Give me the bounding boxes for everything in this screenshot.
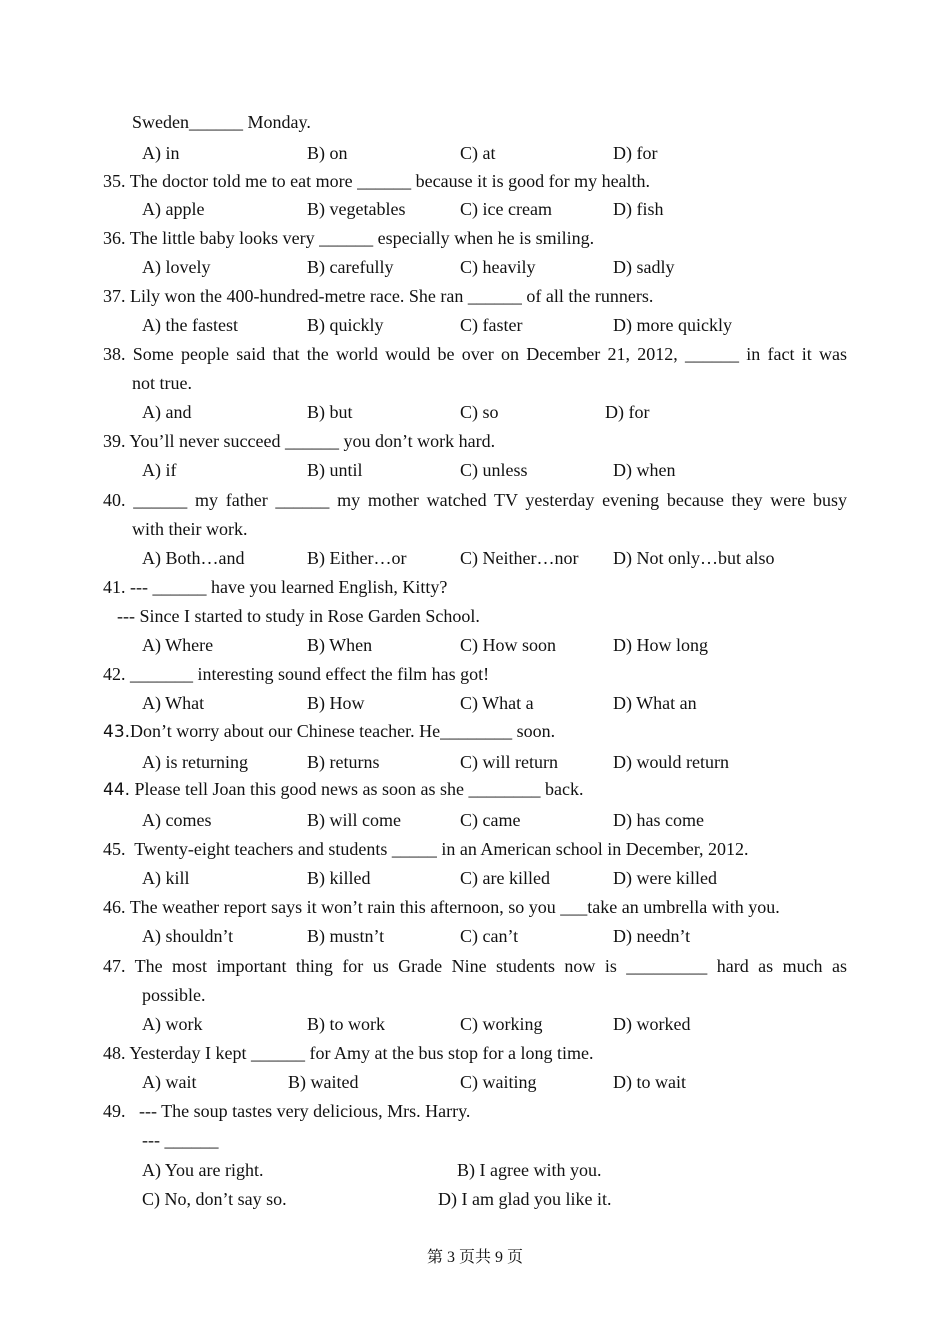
- option-d: D) for: [605, 402, 650, 422]
- option-b: B) I agree with you.: [457, 1160, 602, 1180]
- option-a: A) is returning: [142, 752, 248, 772]
- option-c: C) unless: [460, 460, 528, 480]
- question-stem: _______ interesting sound effect the film has got!: [130, 664, 490, 684]
- option-c: C) will return: [460, 752, 558, 772]
- question-number: 41.: [103, 577, 126, 597]
- option-c: C) What a: [460, 693, 534, 713]
- question-stem-continued: not true.: [132, 373, 192, 393]
- question-number: 45.: [103, 839, 126, 859]
- question-41: [103, 576, 447, 598]
- question-stem: The doctor told me to eat more ______ because it is good for my health.: [129, 171, 651, 191]
- option-d: D) sadly: [613, 257, 675, 277]
- option-c: C) came: [460, 810, 521, 830]
- question-number: 47.: [103, 956, 126, 976]
- option-d: D) has come: [613, 810, 704, 830]
- option-b: B) killed: [307, 868, 371, 888]
- question-number: 46.: [103, 897, 126, 917]
- option-a: A) in: [142, 143, 180, 163]
- option-c: C) working: [460, 1014, 543, 1034]
- option-b: B) but: [307, 402, 353, 422]
- option-a: A) lovely: [142, 257, 211, 277]
- option-c: C) ice cream: [460, 199, 552, 219]
- option-a: A) Where: [142, 635, 214, 655]
- question-47: [103, 955, 847, 977]
- question-stem: Lily won the 400-hundred-metre race. She ran ______ of all the runners.: [130, 286, 654, 306]
- option-a: A) What: [142, 693, 205, 713]
- option-a: A) Both…and: [142, 548, 245, 568]
- option-b: B) When: [307, 635, 373, 655]
- question-49: [103, 1100, 470, 1122]
- question-number: 37.: [103, 286, 126, 306]
- question-number: 36.: [103, 228, 126, 248]
- option-d: D) were killed: [613, 868, 717, 888]
- option-a: A) if: [142, 460, 177, 480]
- option-b: B) on: [307, 143, 348, 163]
- question-stem: ______ my father ______ my mother watched TV yesterday evening because they were busy: [133, 490, 847, 510]
- question-stem-continued: possible.: [142, 985, 206, 1005]
- option-d: D) to wait: [613, 1072, 686, 1092]
- option-d: D) needn’t: [613, 926, 691, 946]
- question-stem: Don’t worry about our Chinese teacher. He________ soon.: [130, 721, 556, 741]
- question-stem: Some people said that the world would be over on December 21, 2012, ______ in fact it was: [132, 344, 847, 364]
- question-stem: You’ll never succeed ______ you don’t work hard.: [129, 431, 496, 451]
- option-a: A) the fastest: [142, 315, 238, 335]
- question-stem: The little baby looks very ______ especially when he is smiling.: [129, 228, 595, 248]
- option-a: A) comes: [142, 810, 212, 830]
- question-38: [103, 343, 847, 365]
- option-d: D) I am glad you like it.: [438, 1189, 612, 1209]
- option-c: C) so: [460, 402, 499, 422]
- question-number: 48.: [103, 1043, 126, 1063]
- option-d: D) How long: [613, 635, 708, 655]
- option-d: D) would return: [613, 752, 729, 772]
- option-c: C) Neither…nor: [460, 548, 579, 568]
- option-d: D) fish: [613, 199, 664, 219]
- option-a: A) kill: [142, 868, 190, 888]
- option-b: B) vegetables: [307, 199, 406, 219]
- question-number: 43.: [103, 722, 131, 742]
- option-b: B) until: [307, 460, 363, 480]
- option-d: D) when: [613, 460, 676, 480]
- question-40: [103, 489, 847, 511]
- question-number: 38.: [103, 344, 126, 364]
- question-37: [103, 285, 653, 307]
- option-c: C) faster: [460, 315, 523, 335]
- option-d: D) Not only…but also: [613, 548, 775, 568]
- option-d: D) more quickly: [613, 315, 732, 335]
- option-a: A) shouldn’t: [142, 926, 234, 946]
- option-b: B) carefully: [307, 257, 394, 277]
- option-c: C) are killed: [460, 868, 550, 888]
- question-stem-continued: --- Since I started to study in Rose Garden School.: [117, 606, 480, 626]
- question-stem: Please tell Joan this good news as soon as she ________ back.: [134, 779, 584, 799]
- question-number: 35.: [103, 171, 126, 191]
- question-number: 42.: [103, 664, 126, 684]
- question-43: [103, 720, 555, 743]
- question-48: [103, 1042, 593, 1064]
- question-35: [103, 170, 650, 192]
- option-d: D) worked: [613, 1014, 691, 1034]
- option-c: C) No, don’t say so.: [142, 1189, 287, 1209]
- question-stem: The most important thing for us Grade Nine students now is _________ hard as much as: [134, 956, 847, 976]
- option-c: C) can’t: [460, 926, 519, 946]
- option-b: B) waited: [288, 1072, 359, 1092]
- option-a: A) apple: [142, 199, 205, 219]
- option-a: A) wait: [142, 1072, 197, 1092]
- option-c: C) at: [460, 143, 496, 163]
- option-c: C) waiting: [460, 1072, 537, 1092]
- question-stem-continued: with their work.: [132, 519, 248, 539]
- question-stem: --- ______ have you learned English, Kitty?: [130, 577, 448, 597]
- question-number: 49.: [103, 1101, 126, 1121]
- question-44: [103, 778, 583, 801]
- question-36: [103, 227, 594, 249]
- question-stem: The weather report says it won’t rain this afternoon, so you ___take an umbrella with you.: [129, 897, 780, 917]
- option-a: A) work: [142, 1014, 203, 1034]
- question-42: [103, 663, 489, 685]
- option-b: B) How: [307, 693, 365, 713]
- option-b: B) mustn’t: [307, 926, 385, 946]
- option-d: D) What an: [613, 693, 697, 713]
- question-stem: --- The soup tastes very delicious, Mrs. Harry.: [139, 1101, 471, 1121]
- question-stem-continued: --- ______: [142, 1130, 219, 1150]
- option-a: A) and: [142, 402, 192, 422]
- question-number: 44.: [103, 780, 131, 800]
- option-b: B) returns: [307, 752, 380, 772]
- option-c: C) How soon: [460, 635, 557, 655]
- option-b: B) Either…or: [307, 548, 407, 568]
- question-45: [103, 838, 749, 860]
- question-39: [103, 430, 495, 452]
- question-number: 40.: [103, 490, 126, 510]
- page-footer: 第 3 页共 9 页: [426, 1249, 523, 1266]
- option-c: C) heavily: [460, 257, 536, 277]
- question-46: [103, 896, 780, 918]
- option-b: B) quickly: [307, 315, 384, 335]
- option-b: B) will come: [307, 810, 401, 830]
- option-d: D) for: [613, 143, 658, 163]
- option-a: A) You are right.: [142, 1160, 264, 1180]
- question-stem: Twenty-eight teachers and students _____ in an American school in December, 2012.: [134, 839, 749, 859]
- question-stem: Yesterday I kept ______ for Amy at the bus stop for a long time.: [129, 1043, 594, 1063]
- option-b: B) to work: [307, 1014, 385, 1034]
- question-number: 39.: [103, 431, 126, 451]
- question-stem-continued: Sweden______ Monday.: [132, 112, 311, 132]
